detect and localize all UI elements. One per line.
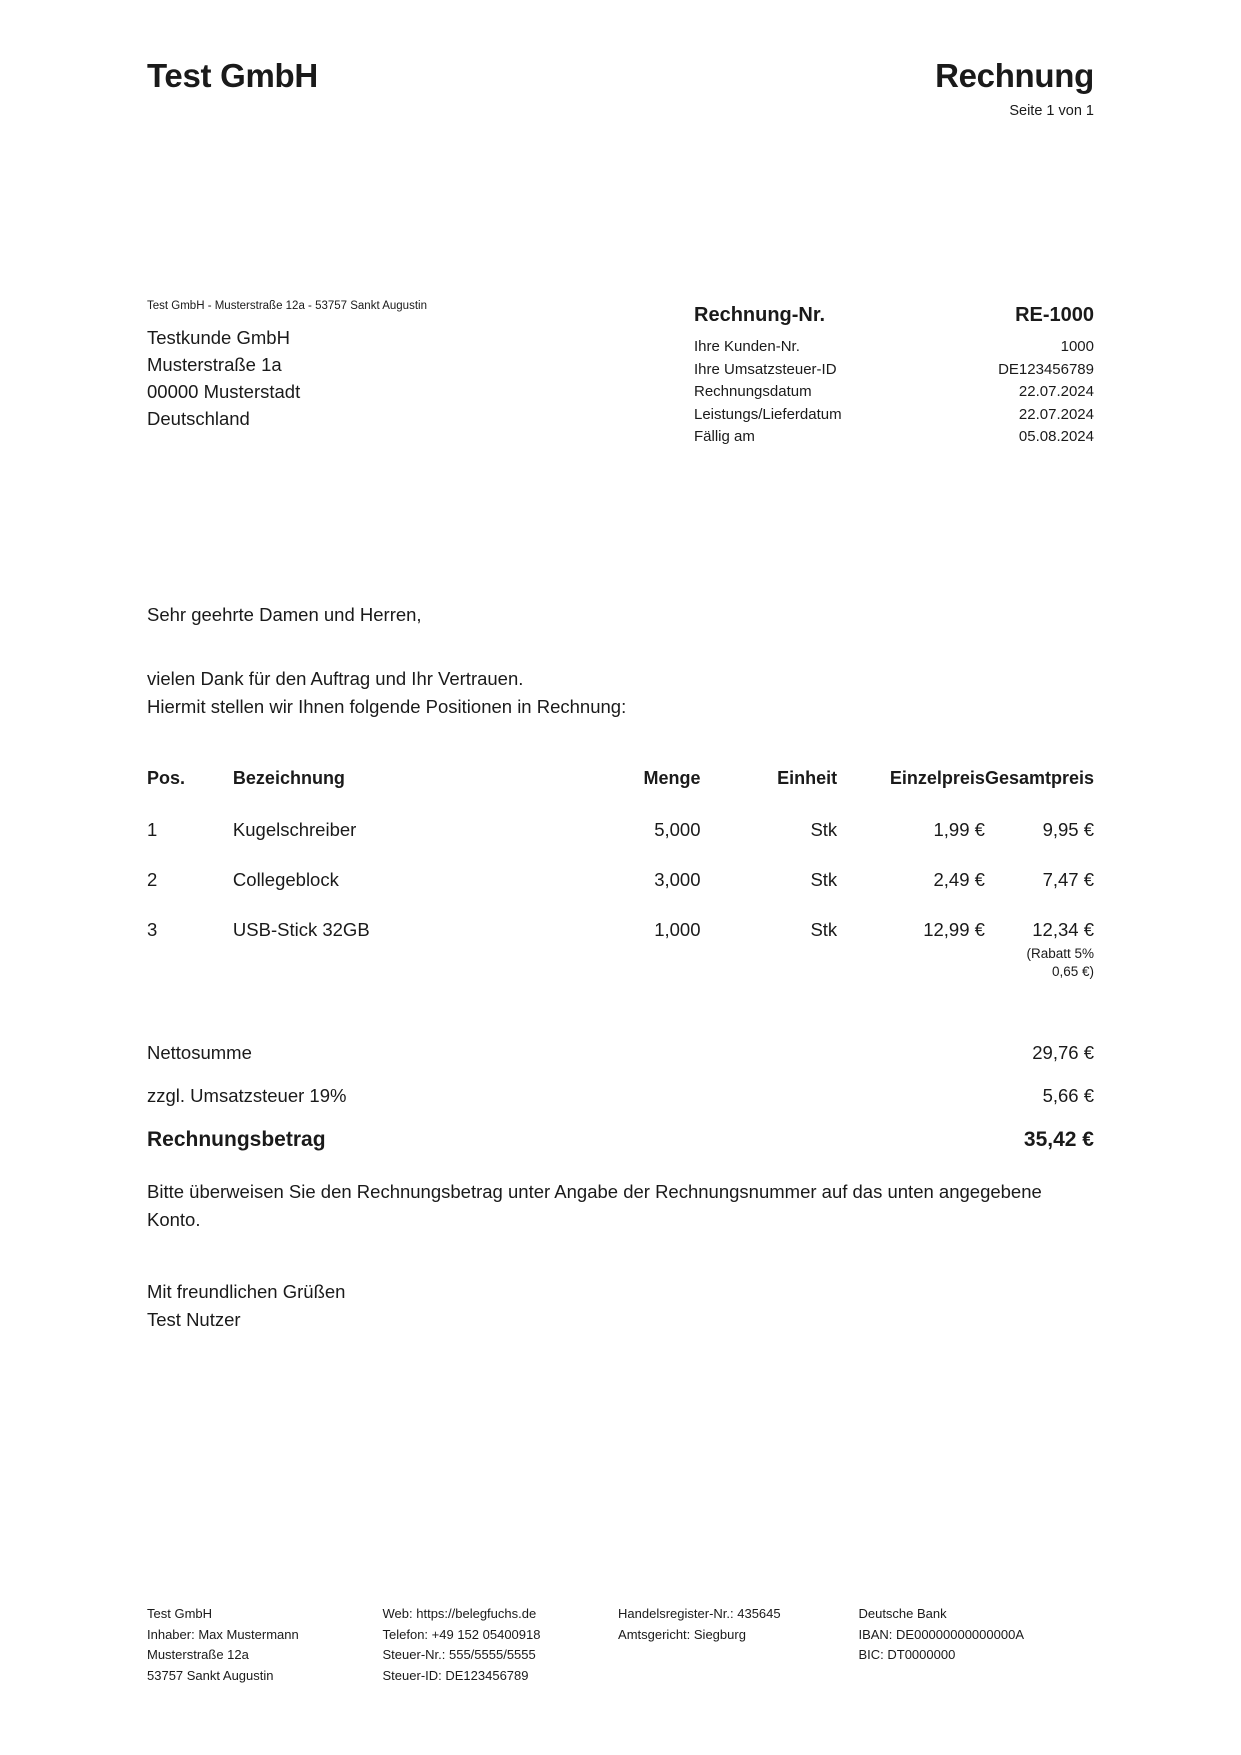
row-total-amount: 12,34 € (1032, 919, 1094, 940)
recipient-line-2: Musterstraße 1a (147, 354, 282, 375)
row-discount-note (985, 945, 1094, 981)
row-description: USB-Stick 32GB (232, 919, 370, 940)
footer-c2-line-4: Steuer-ID: DE123456789 (382, 1668, 529, 1684)
row-total-price: 9,95 € (1042, 819, 1094, 840)
table-row (147, 869, 1094, 919)
intro-line-1: vielen Dank für den Auftrag und Ihr Vertrauen. (147, 668, 524, 689)
footer-column-contact (383, 1604, 619, 1687)
footer-c2-line-2: Telefon: +49 152 05400918 (382, 1626, 541, 1642)
row-pos: 1 (147, 819, 158, 840)
meta-label-invoice-number: Rechnung-Nr. (694, 304, 826, 326)
footer-column-register (618, 1604, 858, 1687)
header-description: Bezeichnung (232, 768, 345, 788)
row-unit-price: 2,49 € (933, 869, 985, 890)
meta-value-customer-number: 1000 (1060, 338, 1094, 355)
closing-regards (147, 1278, 1094, 1334)
row-unit: Stk (810, 919, 838, 940)
total-net-value: 29,76 € (1032, 1042, 1094, 1063)
meta-label-due-date: Fällig am (694, 428, 755, 445)
row-total-price (985, 919, 1094, 1009)
document-title-block (935, 58, 1094, 119)
document-title: Rechnung (935, 57, 1094, 94)
total-grand-value: 35,42 € (1023, 1128, 1094, 1151)
row-quantity: 1,000 (654, 919, 701, 940)
sender-return-line: Test GmbH - Musterstraße 12a - 53757 Sankt Augustin (147, 300, 427, 312)
row-unit-price: 12,99 € (923, 919, 985, 940)
recipient-line-1: Testkunde GmbH (147, 327, 290, 348)
table-header-row (147, 768, 1094, 819)
meta-row-invoice-date (694, 381, 1094, 404)
payment-instructions: Bitte überweisen Sie den Rechnungsbetrag unter Angabe der Rechnungsnummer auf das unten angegebene Konto. (147, 1181, 1042, 1231)
row-quantity: 5,000 (654, 819, 701, 840)
recipient-address (147, 300, 427, 432)
footer-c1-line-4: 53757 Sankt Augustin (147, 1668, 274, 1684)
recipient-line-4: Deutschland (147, 408, 250, 429)
meta-label-vat-id: Ihre Umsatzsteuer-ID (694, 360, 837, 378)
footer-c3-line-2: Amtsgericht: Siegburg (618, 1626, 746, 1642)
footer-column-bank (858, 1604, 1094, 1687)
footer-column-company (147, 1604, 383, 1687)
total-vat-value: 5,66 € (1042, 1085, 1094, 1106)
row-discount-line-1: (Rabatt 5% (1026, 946, 1094, 961)
meta-value-invoice-date: 22.07.2024 (1018, 383, 1094, 400)
row-pos: 3 (147, 919, 158, 940)
row-total-price: 7,47 € (1042, 869, 1094, 890)
row-unit: Stk (810, 819, 838, 840)
meta-row-invoice-number (694, 300, 1094, 330)
row-pos: 2 (147, 869, 158, 890)
header-total-price: Gesamtpreis (984, 768, 1094, 788)
meta-row-customer-number (694, 336, 1094, 359)
page-indicator: Seite 1 von 1 (1009, 103, 1094, 120)
footer-c1-line-1: Test GmbH (147, 1605, 213, 1621)
row-unit-price: 1,99 € (933, 819, 985, 840)
meta-row-due-date (694, 426, 1094, 449)
document-footer (147, 1604, 1094, 1687)
recipient-line-3: 00000 Musterstadt (147, 381, 301, 402)
company-name: Test GmbH (147, 57, 318, 94)
meta-value-due-date: 05.08.2024 (1018, 428, 1094, 445)
footer-c1-line-3: Musterstraße 12a (147, 1647, 249, 1663)
meta-label-invoice-date: Rechnungsdatum (694, 383, 812, 400)
footer-c1-line-2: Inhaber: Max Mustermann (147, 1626, 299, 1642)
header-unit-price: Einzelpreis (889, 768, 985, 788)
meta-value-delivery-date: 22.07.2024 (1018, 405, 1094, 423)
total-grand-label: Rechnungsbetrag (147, 1128, 326, 1151)
footer-c2-line-1: Web: https://belegfuchs.de (382, 1605, 537, 1621)
meta-label-delivery-date: Leistungs/Lieferdatum (694, 405, 842, 423)
meta-value-invoice-number: RE-1000 (1015, 304, 1094, 326)
total-vat-row (147, 1085, 1094, 1128)
regards-line-1: Mit freundlichen Grüßen (147, 1281, 346, 1302)
document-header (147, 58, 1094, 119)
salutation: Sehr geehrte Damen und Herren, (147, 604, 422, 625)
address-meta-block (147, 300, 1094, 449)
meta-row-delivery-date (694, 404, 1094, 427)
header-quantity: Menge (643, 768, 701, 788)
header-pos: Pos. (147, 768, 186, 788)
footer-c2-line-3: Steuer-Nr.: 555/5555/5555 (382, 1647, 536, 1663)
regards-line-2: Test Nutzer (147, 1309, 241, 1331)
footer-c4-line-3: BIC: DT0000000 (858, 1647, 956, 1663)
total-net-label: Nettosumme (147, 1042, 252, 1063)
row-description: Kugelschreiber (232, 819, 357, 840)
table-row (147, 819, 1094, 869)
meta-row-vat-id (694, 359, 1094, 382)
footer-c4-line-1: Deutsche Bank (858, 1605, 947, 1621)
header-unit: Einheit (777, 768, 838, 788)
intro-text (147, 665, 1094, 721)
table-row (147, 919, 1094, 1009)
line-items-table (147, 768, 1094, 1009)
total-vat-label: zzgl. Umsatzsteuer 19% (147, 1085, 347, 1106)
meta-value-vat-id: DE123456789 (998, 360, 1094, 378)
total-net-row (147, 1042, 1094, 1085)
row-description: Collegeblock (232, 869, 339, 890)
footer-c4-line-2: IBAN: DE00000000000000A (858, 1626, 1024, 1642)
meta-label-customer-number: Ihre Kunden-Nr. (694, 338, 800, 355)
total-grand-row (147, 1128, 1094, 1152)
row-unit: Stk (810, 869, 838, 890)
footer-c3-line-1: Handelsregister-Nr.: 435645 (618, 1605, 781, 1621)
totals-block (147, 1042, 1094, 1152)
intro-line-2: Hiermit stellen wir Ihnen folgende Positionen in Rechnung: (147, 696, 627, 718)
row-discount-line-2: 0,65 €) (1051, 964, 1094, 980)
invoice-meta (694, 300, 1094, 449)
row-quantity: 3,000 (654, 869, 701, 890)
